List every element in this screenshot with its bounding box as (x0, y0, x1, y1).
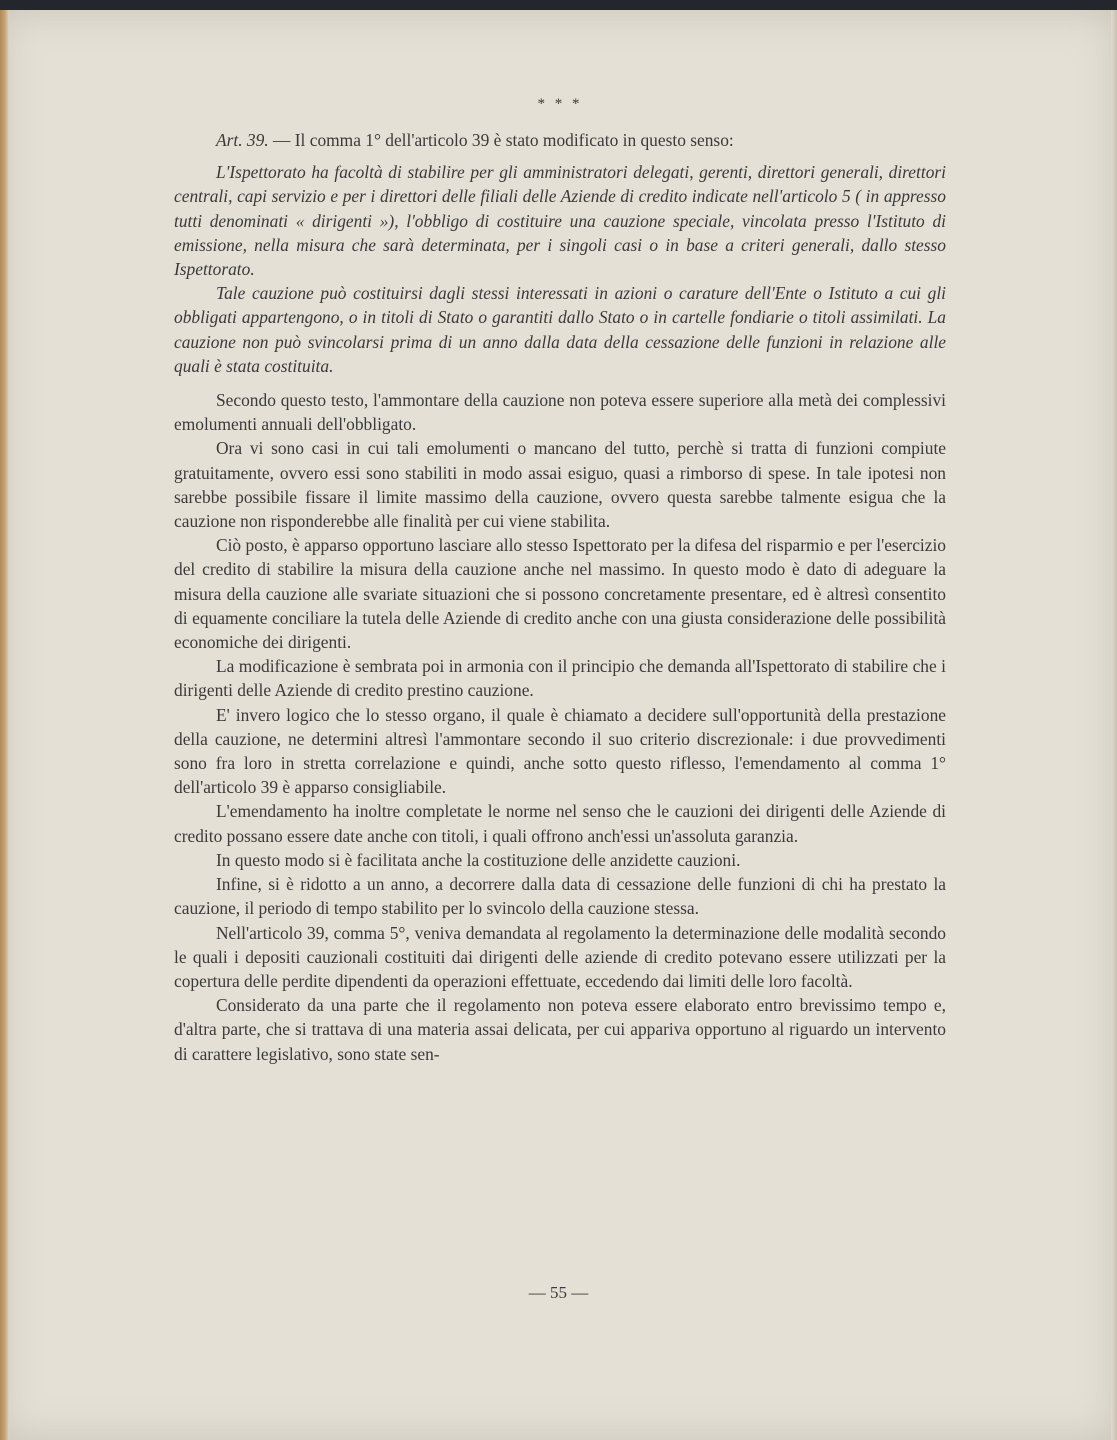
page-edge-right (1111, 10, 1117, 1440)
page-edge-left (0, 10, 9, 1440)
body-paragraph: Infine, si è ridotto a un anno, a decorrere dalla data di cessazione delle funzioni di chi ha prestato la cauzione, il periodo di tempo stabilito per lo svincolo della cauzione stessa. (174, 874, 946, 919)
body-paragraph: L'emendamento ha inoltre completate le norme nel senso che le cauzioni dei dirigenti delle Aziende di credito possano essere date anche con titoli, i quali offrono anch'essi un'assoluta garanzia. (174, 801, 946, 846)
page-number: — 55 — (528, 1283, 589, 1302)
body-paragraph: Ciò posto, è apparso opportuno lasciare allo stesso Ispettorato per la difesa del risparmio e per l'esercizio del credito di stabilire la misura della cauzione anche nel massimo. In questo modo è dato di adeguare la misura della cauzione alle svariate situazioni che si possono concretamente presentare, ed è altresì consentito di equamente conciliare la tutela delle Aziende di credito anche con una giusta considerazione delle possibilità economiche dei dirigenti. (174, 535, 946, 653)
body-paragraph: E' invero logico che lo stesso organo, il quale è chiamato a decidere sull'opportunità della prestazione della cauzione, ne determini altresì l'ammontare secondo il suo criterio discrezionale: i due provvedimenti sono fra loro in stretta correlazione e quindi, anche sotto questo riflesso, l'emendamento al comma 1° dell'articolo 39 è apparso consigliabile. (174, 704, 946, 798)
scanner-border (0, 0, 1117, 10)
section-separator: * * * (537, 96, 583, 112)
body-paragraph: Ora vi sono casi in cui tali emolumenti o mancano del tutto, perchè si tratta di funzioni compiute gratuitamente, ovvero essi sono stabiliti in modo assai esiguo, quasi a rimborso di spese. In tale ipotesi non sarebbe possibile fissare il limite massimo della cauzione, ovvero questa sarebbe talmente esigua che la cauzione non risponderebbe alle finalità per cui viene stabilita. (174, 438, 946, 532)
page-body (174, 92, 946, 1066)
body-paragraph: Considerato da una parte che il regolamento non poteva essere elaborato entro brevissimo tempo e, d'altra parte, che si trattava di una materia assai delicata, per cui appariva opportuno al riguardo un intervento di carattere legislativo, sono state sen- (174, 995, 946, 1064)
article-intro (174, 128, 946, 152)
body-paragraph: In questo modo si è facilitata anche la costituzione delle anzidette cauzioni. (216, 849, 741, 870)
body-paragraph: Secondo questo testo, l'ammontare della cauzione non poteva essere superiore alla metà dei complessivi emolumenti annuali dell'obbligato. (174, 390, 946, 435)
body-paragraph: La modificazione è sembrata poi in armonia con il principio che demanda all'Ispettorato di stabilire che i dirigenti delle Aziende di credito prestino cauzione. (174, 656, 946, 701)
quoted-paragraph: Tale cauzione può costituirsi dagli stessi interessati in azioni o carature dell'Ente o Istituto a cui gli obbligati appartengono, o in titoli di Stato o garantiti dallo Stato o in cartelle fondiarie o titoli assimilati. La cauzione non può svincolarsi prima di un anno dalla data della cessazione delle funzioni in relazione alle quali è stata costituita. (174, 283, 946, 376)
body-paragraph: Nell'articolo 39, comma 5°, veniva demandata al regolamento la determinazione delle modalità secondo le quali i depositi cauzionali costituiti dai dirigenti delle aziende di credito potevano essere utilizzati per la copertura delle perdite dipendenti da operazioni effettuate, eccedendo dai limiti delle loro facoltà. (174, 922, 946, 991)
article-label: Art. 39. (216, 130, 269, 150)
quoted-paragraph: L'Ispettorato ha facoltà di stabilire per gli amministratori delegati, gerenti, direttori generali, direttori centrali, capi servizio e per i direttori delle filiali delle Aziende di credito indicate nell'articolo 5 ( in appresso tutti denominati « dirigenti »), l'obbligo di costituire una cauzione speciale, vincolata presso l'Istituto di emissione, nella misura che sarà determinata, per i singoli casi o in base a criteri generali, dallo stesso Ispettorato. (174, 162, 946, 280)
article-intro-text: — Il comma 1° dell'articolo 39 è stato modificato in questo senso: (273, 130, 734, 150)
